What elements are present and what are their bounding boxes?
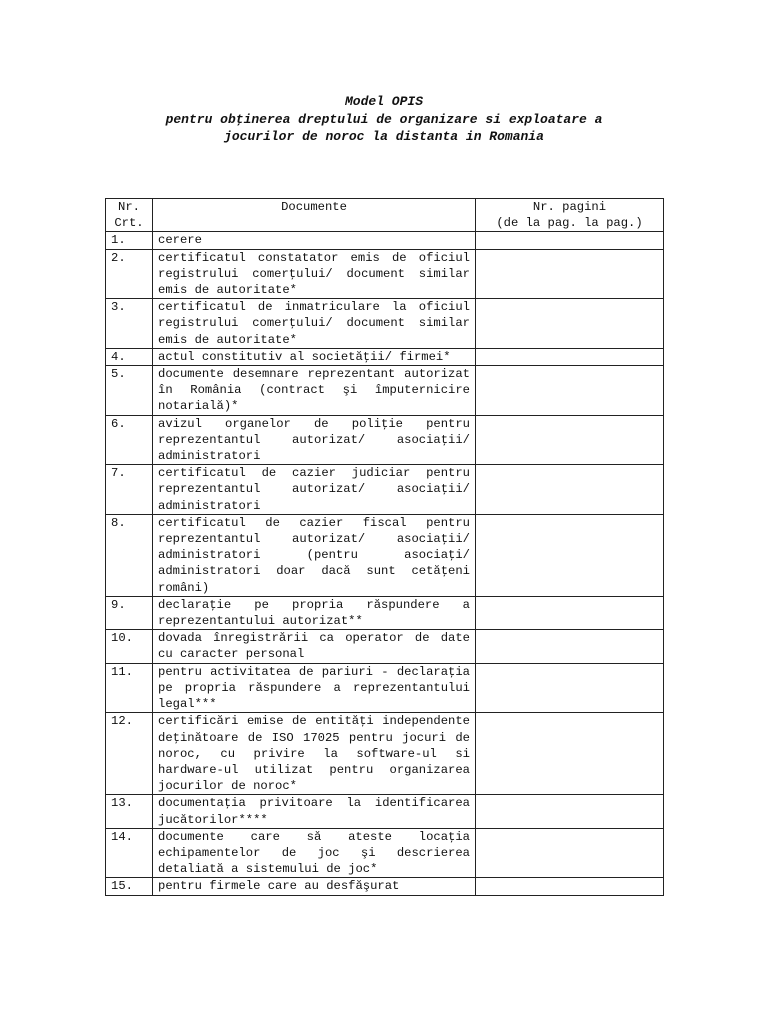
row-number: 11. — [106, 663, 153, 713]
row-document: dovada înregistrării ca operator de date cu caracter personal — [153, 630, 476, 663]
row-document: documente desemnare reprezentant autorizat în România (contract şi împuternicire notarială)* — [153, 366, 476, 416]
row-number: 8. — [106, 514, 153, 596]
row-document: certificatul constatator emis de oficiul registrului comerţului/ document similar emis de autoritate* — [153, 249, 476, 299]
row-document: actul constitutiv al societăţii/ firmei* — [153, 348, 476, 365]
row-pages — [476, 878, 664, 895]
header-nr-line1: Nr. — [118, 200, 140, 214]
table-row — [106, 878, 664, 895]
header-nr-line2: Crt. — [114, 216, 144, 231]
row-number: 1. — [106, 232, 153, 249]
document-title — [0, 93, 768, 146]
row-pages — [476, 249, 664, 299]
table-row — [106, 596, 664, 629]
row-number: 10. — [106, 630, 153, 663]
row-number: 14. — [106, 828, 153, 878]
header-pagini-line1: Nr. pagini — [532, 200, 607, 214]
row-document: declaraţie pe propria răspundere a reprezentantului autorizat** — [153, 596, 476, 629]
title-line-2: pentru obţinerea dreptului de organizare si exploatare a — [165, 111, 603, 127]
row-pages — [476, 232, 664, 249]
row-number: 4. — [106, 348, 153, 365]
row-document: documentaţia privitoare la identificarea jucătorilor**** — [153, 795, 476, 828]
row-pages — [476, 465, 664, 515]
table-row — [106, 663, 664, 713]
table-row — [106, 630, 664, 663]
row-pages — [476, 348, 664, 365]
row-pages — [476, 514, 664, 596]
row-document: certificatul de cazier fiscal pentru reprezentantul autorizat/ asociaţii/ administratori (pentru asociaţi/ administratori doar dacă sunt cetăţeni români) — [153, 514, 476, 596]
row-pages — [476, 663, 664, 713]
table-row — [106, 348, 664, 365]
row-document: certificatul de cazier judiciar pentru reprezentantul autorizat/ asociaţii/ administratori — [153, 465, 476, 515]
row-pages — [476, 366, 664, 416]
row-number: 7. — [106, 465, 153, 515]
row-document: cerere — [153, 232, 476, 249]
row-pages — [476, 299, 664, 349]
table-row — [106, 249, 664, 299]
row-pages — [476, 596, 664, 629]
opis-table — [105, 198, 664, 896]
table-row — [106, 795, 664, 828]
row-number: 9. — [106, 596, 153, 629]
row-document: pentru activitatea de pariuri - declaraţia pe propria răspundere a reprezentantului legal*** — [153, 663, 476, 713]
header-nr-crt — [106, 199, 153, 232]
row-number: 15. — [106, 878, 153, 895]
row-document: certificatul de inmatriculare la oficiul registrului comerţului/ document similar emis de autoritate* — [153, 299, 476, 349]
row-number: 12. — [106, 713, 153, 795]
row-pages — [476, 828, 664, 878]
row-document: certificări emise de entităţi independente deţinătoare de ISO 17025 pentru jocuri de noroc, cu privire la software-ul si hardware-ul utilizat pentru organizarea jocurilor de noroc* — [153, 713, 476, 795]
row-number: 5. — [106, 366, 153, 416]
table-header-row — [106, 199, 664, 232]
row-number: 6. — [106, 415, 153, 465]
title-line-3: jocurilor de noroc la distanta in Romania — [224, 129, 544, 144]
table-row — [106, 713, 664, 795]
table-row — [106, 232, 664, 249]
row-pages — [476, 713, 664, 795]
table-row — [106, 514, 664, 596]
table-row — [106, 299, 664, 349]
table-row — [106, 366, 664, 416]
header-documente: Documente — [153, 199, 476, 232]
row-document: pentru firmele care au desfăşurat — [153, 878, 476, 895]
table-row — [106, 828, 664, 878]
header-nr-pagini — [476, 199, 664, 232]
row-number: 13. — [106, 795, 153, 828]
row-document: avizul organelor de poliţie pentru reprezentantul autorizat/ asociaţii/ administratori — [153, 415, 476, 465]
row-pages — [476, 795, 664, 828]
row-number: 2. — [106, 249, 153, 299]
table-row — [106, 465, 664, 515]
table-row — [106, 415, 664, 465]
header-pagini-line2: (de la pag. la pag.) — [496, 216, 643, 231]
row-document: documente care să ateste locaţia echipamentelor de joc şi descrierea detaliată a sistemului de joc* — [153, 828, 476, 878]
row-pages — [476, 630, 664, 663]
row-number: 3. — [106, 299, 153, 349]
row-pages — [476, 415, 664, 465]
title-line-1: Model OPIS — [344, 94, 423, 109]
